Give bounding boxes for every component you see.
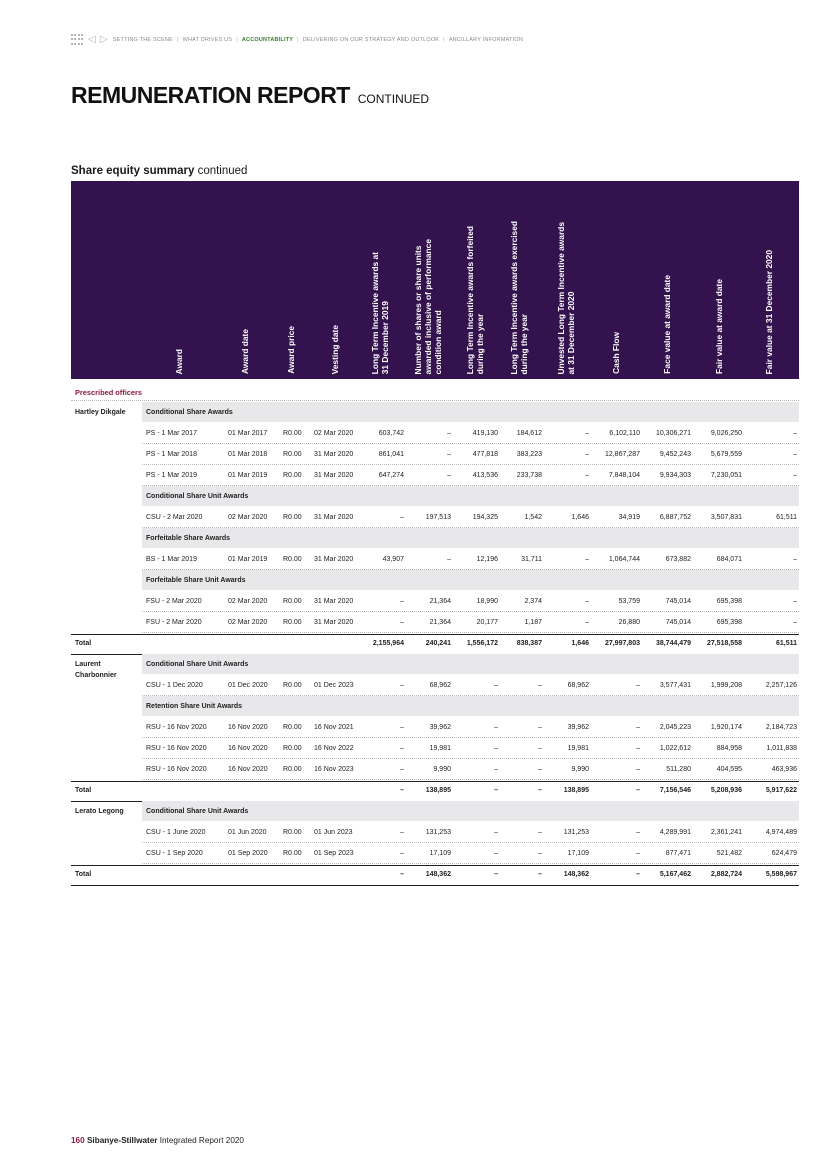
table-cell-value: 43,907 [382, 556, 404, 563]
total-value: 838,387 [516, 640, 542, 647]
award-price: R0.00 [283, 514, 302, 521]
row-divider [71, 400, 799, 401]
award-name: PS - 1 Mar 2019 [146, 472, 197, 479]
total-value: 1,646 [571, 640, 589, 647]
table-header [71, 181, 799, 379]
award-type-label: Forfeitable Share Awards [146, 535, 231, 542]
nav-separator: | [176, 37, 179, 43]
table-cell-value: – [400, 724, 404, 731]
table-cell-value: 131,253 [563, 829, 589, 836]
page-title-text: REMUNERATION REPORT [71, 82, 350, 108]
table-cell-value: – [538, 745, 542, 752]
row-divider [142, 758, 799, 759]
table-cell-value: 695,398 [716, 619, 742, 626]
table-cell-value: 695,398 [716, 598, 742, 605]
previous-arrow-icon[interactable]: ◁ [88, 34, 96, 45]
table-cell-value: 6,102,110 [609, 430, 640, 437]
table-cell-value: 17,109 [429, 850, 451, 857]
table-cell-value: – [585, 472, 589, 479]
table-cell-value: 9,026,250 [710, 430, 742, 437]
section-label: Prescribed officers [75, 388, 142, 397]
table-cell-value: – [447, 472, 451, 479]
total-value: 7,156,546 [659, 787, 691, 794]
table-cell-value: – [793, 598, 797, 605]
table-cell-value: 884,958 [716, 745, 742, 752]
award-name: RSU - 16 Nov 2020 [146, 766, 207, 773]
page-title [71, 82, 429, 109]
award-date: 16 Nov 2020 [228, 766, 268, 773]
table-cell-value: 877,471 [665, 850, 691, 857]
table-cell-value: 26,880 [618, 619, 640, 626]
table-cell-value: 21,364 [429, 598, 451, 605]
table-cell-value: 4,974,489 [765, 829, 797, 836]
nav-separator: | [297, 37, 299, 43]
table-cell-value: – [538, 724, 542, 731]
column-header: Number of shares or share units awarded inclusive of performance condition award [413, 238, 443, 374]
award-date: 01 Sep 2020 [228, 850, 268, 857]
table-cell-value: 19,981 [567, 745, 589, 752]
page-title-suffix: CONTINUED [357, 92, 430, 106]
vesting-date: 31 Mar 2020 [314, 598, 354, 605]
row-divider [142, 632, 799, 633]
nav-separator: | [236, 37, 238, 43]
table-cell-value: 233,738 [516, 472, 542, 479]
table-cell-value: 2,184,723 [765, 724, 797, 731]
award-price: R0.00 [283, 724, 302, 731]
nav-separator: | [443, 37, 445, 43]
award-name: CSU - 2 Mar 2020 [146, 514, 203, 521]
row-divider [142, 611, 799, 612]
table-cell-value: 861,041 [378, 451, 404, 458]
table-cell-value: – [538, 766, 542, 773]
table-cell-value: – [400, 850, 404, 857]
table-cell-value: 12,867,287 [604, 451, 640, 458]
table-cell-value: 194,325 [472, 514, 498, 521]
table-cell-value: 1,542 [524, 514, 542, 521]
column-header: Long Term Incentive awards at 31 December 2019 [370, 251, 390, 374]
table-cell-value: 12,196 [476, 556, 498, 563]
table-cell-value: – [793, 472, 797, 479]
table-cell-value: 624,479 [771, 850, 797, 857]
award-name: PS - 1 Mar 2018 [146, 451, 197, 458]
award-name: BS - 1 Mar 2019 [146, 556, 197, 563]
vesting-date: 01 Dec 2023 [314, 682, 354, 689]
total-value: 148,362 [563, 871, 589, 878]
table-cell-value: 31,711 [521, 556, 542, 563]
table-cell-value: – [793, 430, 797, 437]
table-cell-value: 9,934,303 [659, 472, 691, 479]
total-value: 148,362 [425, 871, 451, 878]
award-price: R0.00 [283, 430, 302, 437]
table-cell-value: – [538, 850, 542, 857]
award-date: 01 Mar 2018 [228, 451, 268, 458]
award-name: RSU - 16 Nov 2020 [146, 745, 207, 752]
total-value: 240,241 [425, 640, 451, 647]
award-price: R0.00 [283, 745, 302, 752]
total-value: 5,917,622 [765, 787, 797, 794]
table-cell-value: – [585, 451, 589, 458]
column-header: Fair value at award date [714, 279, 724, 374]
award-price: R0.00 [283, 451, 302, 458]
table-cell-value: – [494, 745, 498, 752]
table-cell-value: 68,962 [567, 682, 589, 689]
officer-name: Lerato Legong [75, 808, 124, 815]
award-date: 02 Mar 2020 [228, 514, 268, 521]
table-cell-value: 197,513 [425, 514, 451, 521]
table-cell-value: 6,887,752 [659, 514, 691, 521]
table-cell-value: – [636, 850, 640, 857]
table-cell-value: 511,280 [666, 766, 691, 773]
row-divider [142, 464, 799, 465]
award-price: R0.00 [283, 829, 302, 836]
column-header: Unvested Long Term Incentive awards at 31 December 2020 [556, 221, 576, 374]
award-date: 02 Mar 2020 [228, 598, 268, 605]
total-value: 38,744,479 [655, 640, 691, 647]
table-cell-value: 1,646 [571, 514, 589, 521]
table-cell-value: – [400, 745, 404, 752]
total-label: Total [75, 871, 92, 878]
vesting-date: 31 Mar 2020 [314, 619, 354, 626]
table-cell-value: 2,257,126 [765, 682, 797, 689]
table-cell-value: – [538, 829, 542, 836]
table-cell-value: 413,536 [472, 472, 498, 479]
total-rule [71, 634, 799, 635]
total-value: – [400, 787, 404, 794]
nav-item[interactable]: DELIVERING ON OUR STRATEGY AND OUTLOOK [302, 37, 440, 43]
table-cell-value: 9,452,243 [659, 451, 691, 458]
award-type-label: Conditional Share Unit Awards [146, 661, 249, 668]
footer-brand: Sibanye-Stillwater [86, 1136, 158, 1145]
table-cell-value: – [494, 724, 498, 731]
nav-item[interactable]: ACCOUNTABILITY [241, 37, 294, 43]
total-value: 27,997,803 [604, 640, 640, 647]
table-cell-value: 1,064,744 [608, 556, 640, 563]
table-cell-value: – [447, 451, 451, 458]
column-header: Award date [240, 329, 250, 374]
vesting-date: 16 Nov 2022 [314, 745, 354, 752]
table-cell-value: – [793, 556, 797, 563]
table-cell-value: 1,999,208 [710, 682, 742, 689]
table-cell-value: – [538, 682, 542, 689]
total-value: 2,155,964 [372, 640, 404, 647]
award-type-label: Forfeitable Share Unit Awards [146, 577, 246, 584]
table-cell-value: 68,962 [429, 682, 451, 689]
table-cell-value: 131,253 [425, 829, 451, 836]
table-cell-value: – [793, 451, 797, 458]
row-divider [142, 863, 799, 864]
table-cell-value: – [400, 766, 404, 773]
award-type-label: Conditional Share Awards [146, 409, 233, 416]
column-header: Award price [286, 326, 296, 374]
table-cell-value: 39,962 [429, 724, 451, 731]
vesting-date: 31 Mar 2020 [314, 451, 354, 458]
officer-name: Hartley Dikgale [75, 409, 126, 416]
row-divider [142, 443, 799, 444]
column-header: Vesting date [330, 324, 340, 374]
table-cell-value: – [400, 829, 404, 836]
table-cell-value: – [494, 829, 498, 836]
award-date: 01 Mar 2017 [228, 430, 268, 437]
total-label: Total [75, 787, 92, 794]
table-cell-value: 39,962 [567, 724, 589, 731]
page-number: 160 [71, 1136, 85, 1145]
table-cell-value: – [636, 745, 640, 752]
table-cell-value: 1,920,174 [710, 724, 742, 731]
table-cell-value: 1,187 [524, 619, 542, 626]
vesting-date: 16 Nov 2023 [314, 766, 354, 773]
vesting-date: 01 Jun 2023 [314, 829, 353, 836]
row-divider [142, 842, 799, 843]
table-cell-value: – [400, 619, 404, 626]
column-header: Face value at award date [662, 275, 672, 374]
table-cell-value: – [636, 682, 640, 689]
vesting-date: 01 Sep 2023 [314, 850, 354, 857]
table-cell-value: 10,306,271 [655, 430, 691, 437]
table-cell-value: 5,679,559 [710, 451, 742, 458]
award-date: 02 Mar 2020 [228, 619, 268, 626]
vesting-date: 31 Mar 2020 [314, 514, 354, 521]
award-name: FSU - 2 Mar 2020 [146, 598, 202, 605]
award-name: CSU - 1 June 2020 [146, 829, 206, 836]
award-type-label: Conditional Share Unit Awards [146, 808, 249, 815]
table-cell-value: 9,990 [571, 766, 589, 773]
award-type-band [142, 528, 799, 548]
table-cell-value: 2,374 [524, 598, 542, 605]
table-cell-value: – [636, 724, 640, 731]
nav-item[interactable]: WHAT DRIVES US [182, 37, 233, 43]
total-value: 27,518,558 [706, 640, 742, 647]
award-date: 01 Mar 2019 [228, 472, 268, 479]
table-cell-value: 20,177 [476, 619, 498, 626]
table-cell-value: 18,990 [476, 598, 498, 605]
table-cell-value: 383,223 [516, 451, 542, 458]
table-cell-value: – [585, 619, 589, 626]
table-cell-value: 1,022,612 [659, 745, 691, 752]
row-divider [142, 779, 799, 780]
total-value: 5,167,462 [659, 871, 691, 878]
table-cell-value: 3,577,431 [659, 682, 691, 689]
table-title-rest: continued [197, 165, 248, 177]
table-cell-value: 521,482 [716, 850, 742, 857]
award-price: R0.00 [283, 598, 302, 605]
table-cell-value: 34,919 [618, 514, 640, 521]
total-value: 138,895 [563, 787, 589, 794]
total-value: 61,511 [775, 640, 797, 647]
table-cell-value: 2,045,223 [659, 724, 691, 731]
award-date: 16 Nov 2020 [228, 724, 268, 731]
top-navigation [71, 34, 526, 46]
table-cell-value: 463,936 [771, 766, 797, 773]
total-label: Total [75, 640, 92, 647]
total-value: – [494, 787, 498, 794]
total-value: – [400, 871, 404, 878]
table-cell-value: 53,759 [618, 598, 640, 605]
award-price: R0.00 [283, 619, 302, 626]
table-cell-value: 9,990 [433, 766, 451, 773]
table-cell-value: 603,742 [378, 430, 404, 437]
vesting-date: 31 Mar 2020 [314, 472, 354, 479]
table-cell-value: 184,612 [516, 430, 542, 437]
total-value: – [538, 787, 542, 794]
table-cell-value: – [400, 514, 404, 521]
table-cell-value: 19,981 [429, 745, 451, 752]
vesting-date: 16 Nov 2021 [314, 724, 354, 731]
table-cell-value: 404,595 [716, 766, 742, 773]
nav-item[interactable]: ANCILLARY INFORMATION [448, 37, 523, 43]
table-cell-value: 61,511 [776, 514, 797, 521]
table-title [71, 165, 247, 177]
table-cell-value: – [585, 556, 589, 563]
table-cell-value: – [447, 556, 451, 563]
table-cell-value: 419,130 [472, 430, 498, 437]
total-value: 2,882,724 [710, 871, 742, 878]
table-cell-value: 4,289,991 [659, 829, 691, 836]
column-header: Fair value at 31 December 2020 [764, 249, 774, 374]
award-type-label: Retention Share Unit Awards [146, 703, 243, 710]
vesting-date: 31 Mar 2020 [314, 556, 354, 563]
award-price: R0.00 [283, 766, 302, 773]
menu-grid-icon[interactable] [71, 34, 83, 46]
award-date: 01 Mar 2019 [228, 556, 268, 563]
table-cell-value: 17,109 [567, 850, 589, 857]
total-value: 5,208,936 [710, 787, 742, 794]
next-arrow-icon[interactable]: ▷ [99, 34, 108, 45]
column-header: Award [174, 348, 184, 374]
award-name: CSU - 1 Sep 2020 [146, 850, 203, 857]
officer-name: Laurent Charbonnier [75, 661, 117, 679]
total-rule [71, 865, 799, 866]
award-price: R0.00 [283, 850, 302, 857]
table-cell-value: – [494, 766, 498, 773]
table-cell-value: 745,014 [665, 619, 691, 626]
column-header: Cash Flow [611, 332, 621, 374]
table-cell-value: – [585, 598, 589, 605]
award-date: 01 Jun 2020 [228, 829, 267, 836]
column-header: Long Term Incentive awards exercised during the year [509, 220, 529, 374]
column-header: Long Term Incentive awards forfeited during the year [465, 225, 485, 374]
vesting-date: 02 Mar 2020 [314, 430, 354, 437]
table-cell-value: – [793, 619, 797, 626]
table-cell-value: 1,011,838 [766, 745, 797, 752]
table-cell-value: – [447, 430, 451, 437]
table-cell-value: 745,014 [665, 598, 691, 605]
table-cell-value: 647,274 [378, 472, 404, 479]
table-cell-value: 684,071 [716, 556, 742, 563]
table-cell-value: – [400, 682, 404, 689]
award-name: CSU - 1 Dec 2020 [146, 682, 203, 689]
table-cell-value: 7,848,104 [608, 472, 640, 479]
nav-item[interactable]: SETTING THE SCENE [112, 37, 173, 43]
award-price: R0.00 [283, 472, 302, 479]
table-cell-value: – [494, 850, 498, 857]
table-cell-value: – [636, 766, 640, 773]
table-cell-value: 673,882 [665, 556, 691, 563]
table-cell-value: – [400, 598, 404, 605]
total-value: 5,598,967 [765, 871, 797, 878]
award-name: PS - 1 Mar 2017 [146, 430, 197, 437]
table-cell-value: – [494, 682, 498, 689]
total-value: – [636, 787, 640, 794]
total-rule [71, 885, 799, 886]
table-cell-value: 7,230,051 [710, 472, 742, 479]
table-cell-value: – [585, 430, 589, 437]
total-rule [71, 781, 799, 782]
page-footer [71, 1136, 244, 1145]
award-name: RSU - 16 Nov 2020 [146, 724, 207, 731]
award-date: 01 Dec 2020 [228, 682, 268, 689]
table-title-bold: Share equity summary [71, 165, 195, 177]
award-price: R0.00 [283, 556, 302, 563]
table-cell-value: 3,507,831 [710, 514, 742, 521]
table-cell-value: 477,818 [472, 451, 498, 458]
award-name: FSU - 2 Mar 2020 [146, 619, 202, 626]
nav-items [110, 37, 526, 43]
row-divider [142, 737, 799, 738]
table-cell-value: 2,361,241 [710, 829, 742, 836]
award-price: R0.00 [283, 682, 302, 689]
table-cell-value: 21,364 [429, 619, 451, 626]
table-cell-value: – [636, 829, 640, 836]
total-value: – [636, 871, 640, 878]
award-type-label: Conditional Share Unit Awards [146, 493, 249, 500]
footer-document: Integrated Report 2020 [159, 1136, 244, 1145]
total-value: – [538, 871, 542, 878]
total-value: 1,556,172 [466, 640, 498, 647]
award-date: 16 Nov 2020 [228, 745, 268, 752]
total-value: – [494, 871, 498, 878]
total-value: 138,895 [425, 787, 451, 794]
award-type-band [142, 402, 799, 422]
